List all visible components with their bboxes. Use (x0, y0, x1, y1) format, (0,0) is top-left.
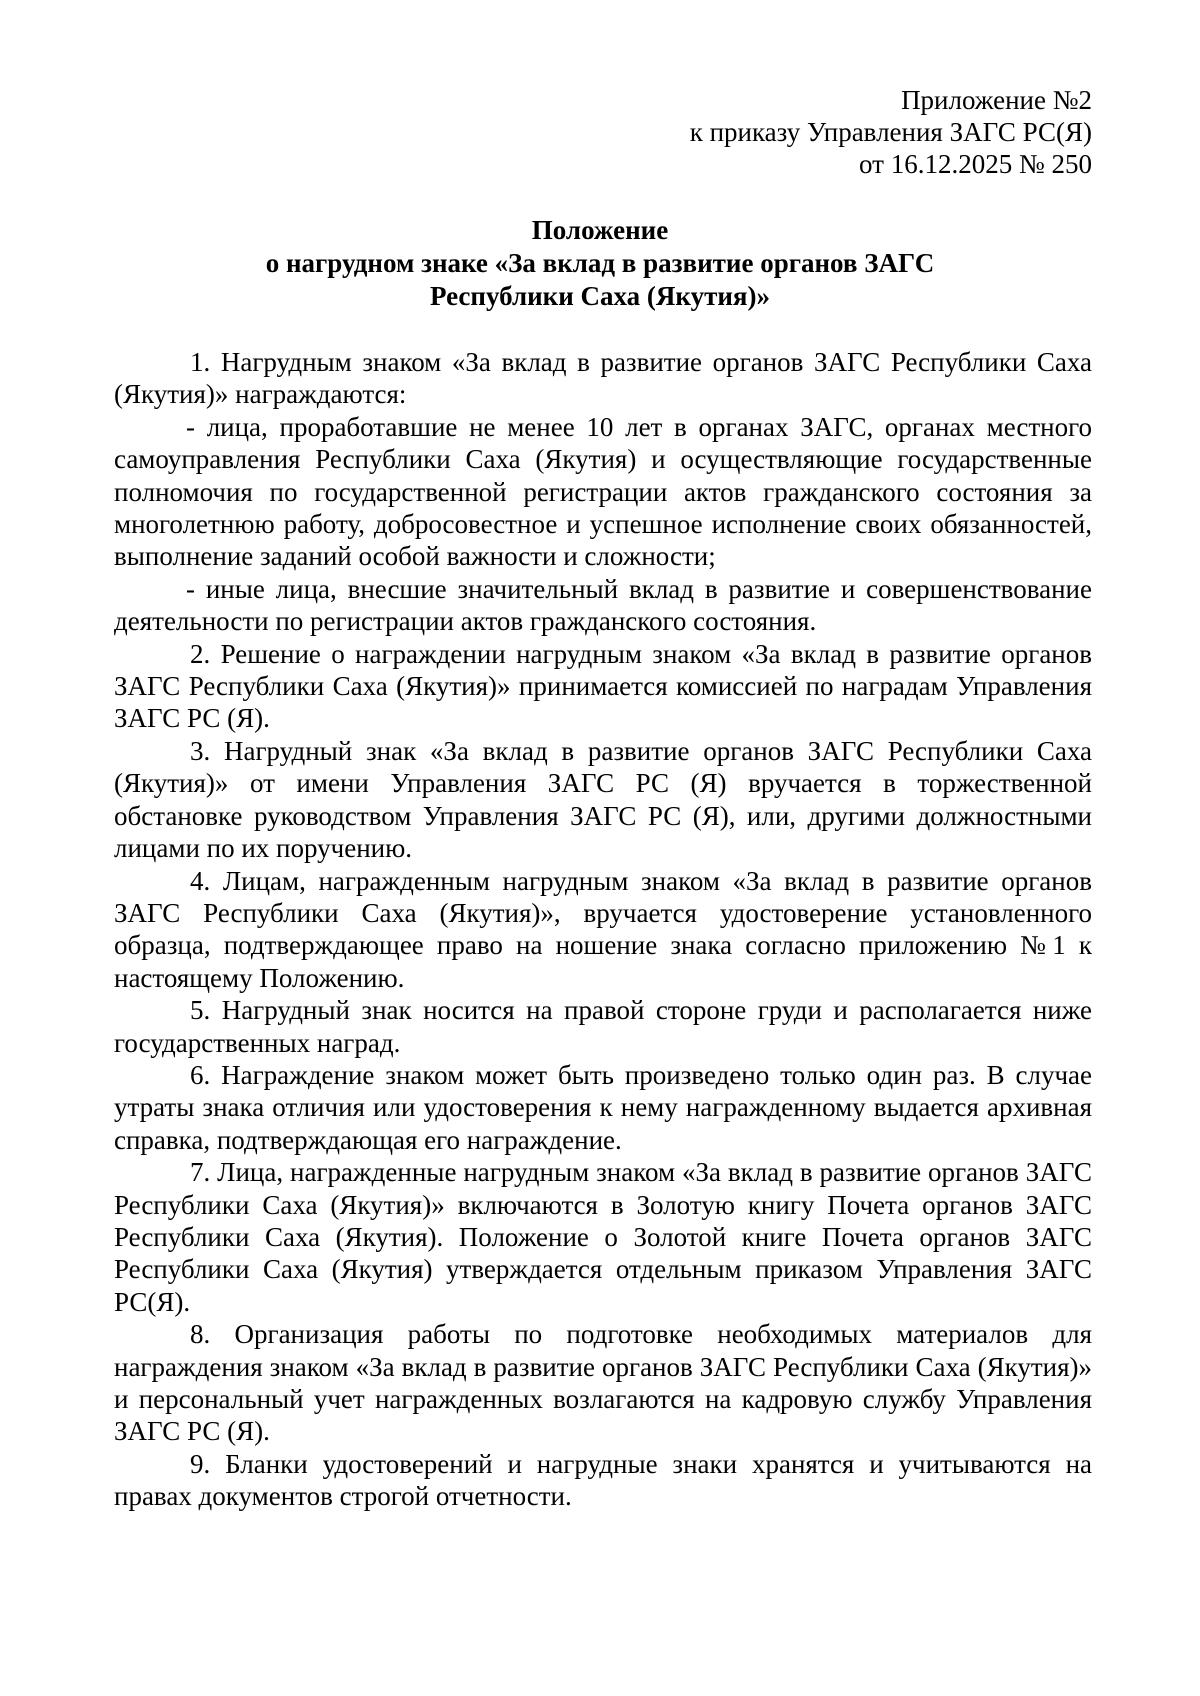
appendix-header (392, 84, 1092, 180)
document-title (0, 214, 1200, 313)
paragraph-8: 8. Организация работы по подготовке необходимых материалов для награждения знаком «За вклад в развитие органов ЗАГС Республики Саха (Якутия)» и персональный учет награжденных возлагаются на кадровую службу Управления ЗАГС РС (Я). (114, 1319, 1092, 1447)
paragraph-1: 1. Нагрудным знаком «За вклад в развитие органов ЗАГС Республики Саха (Якутия)» награждаются: (114, 347, 1092, 410)
order-date: от 16.12.2025 № 250 (859, 149, 1092, 179)
appendix-number: Приложение №2 (901, 85, 1092, 115)
paragraph-1-item-2: - иные лица, внесшие значительный вклад в развитие и совершенствование деятельности по регистрации актов гражданского состояния. (114, 573, 1092, 637)
document-body (114, 346, 1092, 1513)
paragraph-5: 5. Нагрудный знак носится на правой стороне груди и располагается ниже государственных наград. (114, 995, 1092, 1058)
order-reference: к приказу Управления ЗАГС РС(Я) (689, 117, 1092, 147)
paragraph-3: 3. Нагрудный знак «За вклад в развитие органов ЗАГС Республики Саха (Якутия)» от имени Управления ЗАГС РС (Я) вручается в торжественной обстановке руководством Управления ЗАГС РС (Я), или, другими должностными лицами по их поручению. (114, 735, 1092, 864)
title-line-1: Положение (531, 215, 669, 245)
title-line-2: о нагрудном знаке «За вклад в развитие органов ЗАГС (265, 248, 935, 278)
paragraph-1-item-1: - лица, проработавшие не менее 10 лет в органах ЗАГС, органах местного самоуправления Республики Саха (Якутия) и осуществляющие государственные полномочия по государственной регистрации актов гражданского состояния за многолетнюю работу, добросовестное и успешное исполнение своих обязанностей, выполнение заданий особой важности и сложности; (114, 411, 1092, 572)
paragraph-7: 7. Лица, награжденные нагрудным знаком «За вклад в развитие органов ЗАГС Республики Саха (Якутия)» включаются в Золотую книгу Почета органов ЗАГС Республики Саха (Якутия). Положение о Золотой книге Почета органов ЗАГС Республики Саха (Якутия) утверждается отдельным приказом Управления ЗАГС РС(Я). (114, 1157, 1092, 1317)
paragraph-6: 6. Награждение знаком может быть произведено только один раз. В случае утраты знака отличия или удостоверения к нему награжденному выдается архивная справка, подтверждающая его награждение. (114, 1059, 1092, 1155)
paragraph-2: 2. Решение о награждении нагрудным знаком «За вклад в развитие органов ЗАГС Республики Саха (Якутия)» принимается комиссией по наградам Управления ЗАГС РС (Я). (114, 638, 1092, 734)
title-line-3: Республики Саха (Якутия)» (429, 281, 770, 311)
paragraph-9: 9. Бланки удостоверений и нагрудные знаки хранятся и учитываются на правах документов строгой отчетности. (114, 1448, 1092, 1512)
paragraph-4: 4. Лицам, награжденным нагрудным знаком «За вклад в развитие органов ЗАГС Республики Саха (Якутия)», вручается удостоверение установленного образца, подтверждающее право на ношение знака согласно приложению №1 к настоящему Положению. (114, 865, 1092, 993)
